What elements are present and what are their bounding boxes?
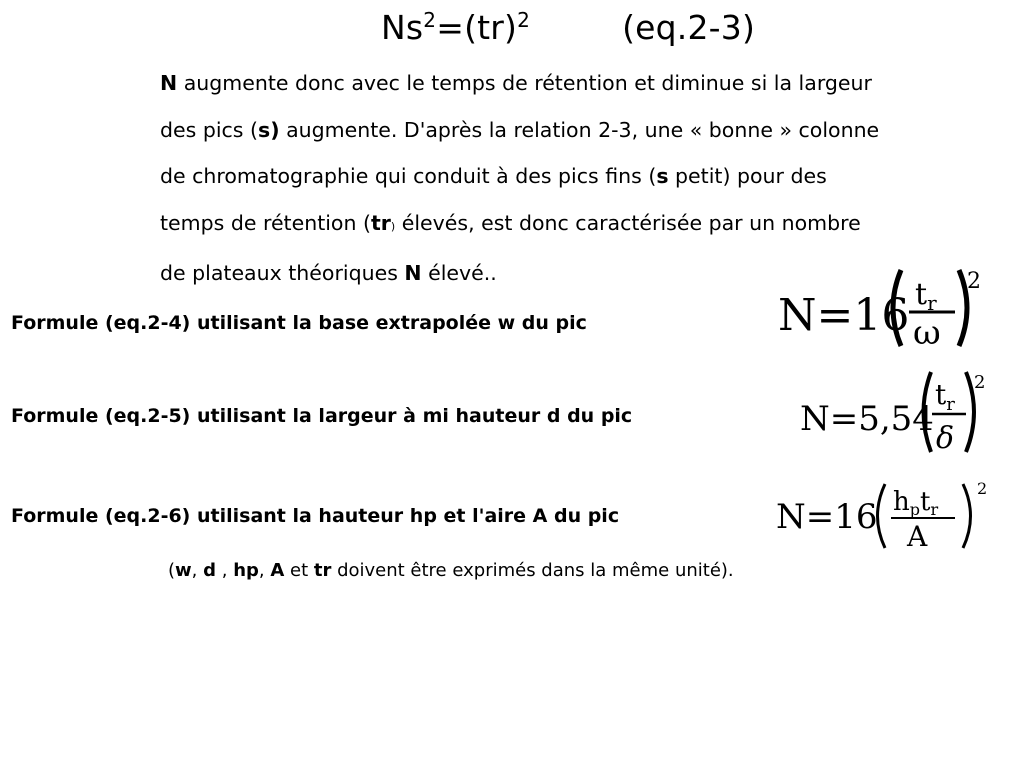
- bold-A: A: [270, 560, 285, 581]
- text: ,: [216, 560, 234, 581]
- bold-N: N: [160, 71, 178, 95]
- bold-s: s: [656, 164, 669, 188]
- text: temps de rétention (: [160, 210, 371, 235]
- text: élevé..: [421, 261, 497, 285]
- eq-exponent: 2: [967, 269, 981, 294]
- bold-s: s): [258, 117, 280, 142]
- formula-label-eq-2-4: Formule (eq.2-4) utilisant la base extrapolée w du pic: [11, 312, 587, 334]
- eq-numerator: $t_r$: [935, 378, 955, 415]
- bold-w: w: [175, 560, 192, 581]
- text: petit) pour des: [668, 164, 827, 188]
- small-paren: ): [390, 219, 396, 233]
- title-rhs: =(tr): [436, 8, 518, 47]
- equation-image-eq-2-5: [798, 368, 988, 460]
- formula-label-eq-2-6: Formule (eq.2-6) utilisant la hauteur hp et l'aire A du pic: [11, 505, 620, 527]
- paragraph-line: [160, 60, 990, 107]
- right-paren: [959, 270, 967, 346]
- right-paren: [963, 484, 971, 548]
- bold-d: d: [203, 560, 217, 581]
- title-rhs-exponent: 2: [517, 8, 531, 32]
- text: des pics (: [160, 117, 258, 142]
- text: ,: [258, 560, 271, 581]
- eq-coef: N=5,54: [800, 399, 934, 439]
- text: de chromatographie qui conduit à des pics fins (: [160, 164, 657, 188]
- left-paren: [878, 484, 886, 548]
- bold-tr: tr: [313, 560, 332, 581]
- label-text: Formule (eq.2-5) utilisant la largeur à mi hauteur d: [11, 405, 568, 427]
- paragraph-line: [160, 153, 990, 200]
- text: de plateaux théoriques: [160, 261, 405, 285]
- text: ,: [191, 560, 204, 581]
- paragraph-line: [160, 107, 990, 154]
- equation-image-eq-2-6: [773, 478, 995, 554]
- text: et: [284, 560, 314, 581]
- eq-coef: N=16: [776, 497, 878, 537]
- label-text: du pic: [567, 405, 633, 427]
- text: élevés, est donc caractérisée par un nombre: [395, 210, 861, 235]
- eq-numerator: $t_r$: [915, 277, 937, 315]
- formula-label-eq-2-5: [11, 401, 731, 432]
- title-reference: (eq.2-3): [622, 8, 756, 47]
- text: doivent être exprimés dans la même unité).: [331, 560, 734, 581]
- eq-exponent: 2: [974, 372, 986, 393]
- text: augmente donc avec le temps de rétention et diminue si la largeur: [177, 71, 872, 95]
- bold-tr: tr: [371, 210, 391, 235]
- title-equation: [381, 8, 755, 47]
- text: (: [168, 560, 176, 581]
- eq-denominator: A: [907, 520, 928, 553]
- eq-denominator: ω: [913, 313, 941, 353]
- paragraph-line: [160, 200, 990, 251]
- right-paren: [966, 372, 974, 452]
- eq-coef: N=16: [778, 290, 910, 341]
- bold-hp: hp: [233, 560, 259, 581]
- text: augmente. D'après la relation 2-3, une « bonne » colonne: [279, 117, 880, 142]
- equation-image-eq-2-4: [775, 262, 985, 354]
- units-note: [168, 560, 734, 581]
- eq-numerator: hptr: [893, 487, 939, 519]
- bold-N: N: [404, 261, 422, 285]
- eq-exponent: 2: [977, 479, 988, 498]
- eq-denominator: δ: [936, 421, 955, 456]
- title-lhs: Ns: [381, 8, 424, 47]
- title-lhs-exponent: 2: [423, 8, 437, 32]
